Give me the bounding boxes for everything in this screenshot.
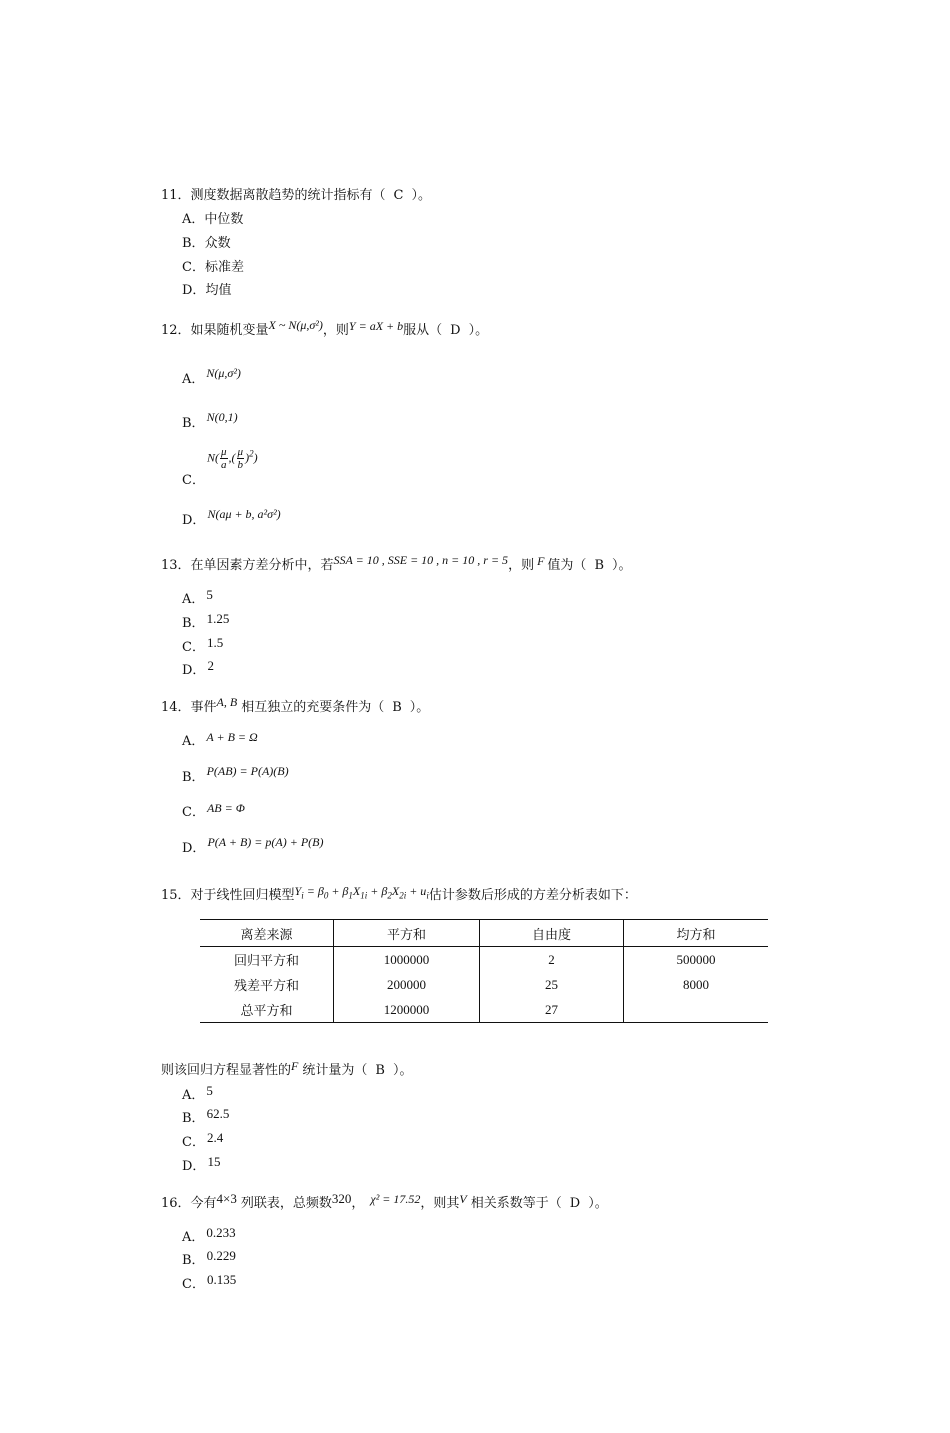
q15-close: ）。 [392, 1063, 413, 1078]
option-label: A． [182, 372, 205, 387]
table-header-row [200, 920, 768, 947]
table-row [200, 972, 768, 997]
q12-option-c-math: N( $\frac{\mu}{a}$ ,( $\frac{\mu}{b}$ )$^2$) [207, 446, 258, 471]
q13-option-a [182, 588, 211, 607]
table-cell: 残差平方和 [233, 978, 299, 993]
table-row [200, 947, 768, 973]
q14-stem-text: 14．事件 [161, 700, 217, 715]
question-11-stem [161, 184, 431, 203]
q16-part3: ， [351, 1196, 365, 1211]
question-14-stem [161, 696, 429, 715]
option-label: A． [182, 592, 205, 607]
q12-option-a [182, 368, 239, 387]
option-label: D． [182, 283, 206, 298]
q14-option-d [182, 835, 324, 856]
table-cell: 27 [480, 997, 624, 1023]
table-cell: 25 [480, 972, 624, 997]
table-row [200, 997, 768, 1023]
table-cell: 8000 [624, 972, 769, 997]
q16-stem-text: 16．今有 [161, 1196, 217, 1211]
option-math: P(AB) = P(A)(B) [206, 764, 289, 778]
option-value: 5 [206, 587, 213, 602]
option-label: A． [182, 1230, 205, 1245]
table-cell [624, 997, 769, 1023]
q16-table-size: 4×3 [216, 1191, 237, 1206]
option-math: N(μ,σ²) [206, 366, 241, 380]
option-label: B． [182, 416, 205, 431]
table-cell: 1000000 [334, 947, 480, 973]
q14-option-b [182, 766, 287, 785]
q13-answer: B [594, 558, 604, 573]
q16-option-b [182, 1249, 234, 1268]
option-label: C． [182, 473, 205, 488]
q12-close: ）。 [468, 323, 489, 338]
q13-tail: 值为（ [547, 558, 587, 573]
option-label: D． [182, 663, 206, 678]
q11-option-d [182, 279, 231, 298]
q13-close: ）。 [612, 558, 632, 573]
option-value: 5 [206, 1083, 213, 1098]
q11-stem-text: 11．测度数据离散趋势的统计指标有（ [161, 188, 386, 203]
q14-answer: B [392, 700, 402, 715]
q12-tail: 服从（ [403, 323, 443, 338]
option-label: A． [182, 734, 205, 749]
q15-stem-text: 15．对于线性回归模型 [161, 888, 295, 903]
q16-tail: 相关系数等于（ [470, 1196, 562, 1211]
option-label: B． [182, 1111, 205, 1126]
q12-condition: X ~ N(μ,σ²) [268, 318, 323, 332]
q15-option-b [182, 1106, 230, 1126]
option-value: 2 [207, 658, 214, 673]
table-header: 离差来源 [200, 920, 334, 947]
question-12-stem [161, 319, 488, 338]
option-value: 1.5 [206, 635, 224, 650]
q15-option-a [182, 1084, 211, 1103]
table-cell: 2 [480, 947, 624, 973]
q16-option-a [182, 1226, 234, 1245]
q11-option-c [182, 256, 244, 275]
table-cell: 500000 [624, 947, 769, 973]
option-value: 2.4 [206, 1130, 224, 1145]
q12-stem-text: 12．如果随机变量 [161, 323, 269, 338]
q11-option-b [182, 232, 231, 251]
q12-expression: Y = aX + b [348, 319, 404, 333]
q14-option-a [182, 730, 256, 749]
option-label: C． [182, 260, 205, 275]
option-math: A + B = Ω [206, 730, 258, 744]
option-label: C． [182, 1135, 205, 1150]
option-math: AB = Φ [206, 801, 245, 815]
fraction-mu-b: $\frac{\mu}{b}$ [237, 446, 244, 471]
q13-mid: ，则 [508, 558, 535, 573]
option-label: B． [182, 236, 205, 251]
option-label: B． [182, 616, 205, 631]
option-text: 均值 [205, 283, 232, 298]
option-label: C． [182, 640, 205, 655]
option-math: P(A + B) = p(A) + P(B) [207, 835, 324, 849]
option-value: 0.135 [206, 1272, 237, 1287]
option-math: N(aμ + b, a²σ²) [207, 507, 281, 521]
q12-mid: ，则 [322, 323, 349, 338]
q15-model: $Y_i = \beta_0 + \beta_1X_{1i} + \beta_2X_{2i} + u_i$ [294, 884, 429, 901]
option-text: 中位数 [204, 212, 244, 227]
option-label: D． [182, 841, 206, 856]
q13-var: F [537, 554, 545, 568]
q15-option-d [182, 1154, 221, 1174]
table-cell: 回归平方和 [233, 953, 299, 968]
q16-chi-square: χ² = 17.52 [370, 1192, 421, 1206]
option-label: B． [182, 1253, 205, 1268]
question-15-followup [161, 1059, 412, 1078]
q12-option-d [182, 509, 279, 528]
question-15-stem [161, 884, 637, 904]
option-label: B． [182, 770, 205, 785]
option-math: N(0,1) [206, 410, 238, 424]
option-label: C． [182, 1277, 205, 1292]
option-label: D． [182, 1159, 206, 1174]
q12-option-c [182, 469, 205, 488]
q16-option-c [182, 1272, 237, 1292]
table-cell: 1200000 [334, 997, 480, 1023]
q13-condition: SSA = 10 , SSE = 10 , n = 10 , r = 5 [333, 553, 509, 567]
option-label: C． [182, 805, 205, 820]
q15-answer: B [375, 1063, 385, 1078]
q14-option-c [182, 801, 243, 820]
q14-tail: 相互独立的充要条件为（ [241, 700, 385, 715]
q16-var: V [459, 1192, 467, 1206]
option-value: 15 [207, 1154, 221, 1169]
option-value: 62.5 [206, 1106, 230, 1121]
q15-tail: 估计参数后形成的方差分析表如下： [428, 888, 637, 903]
q16-close: ）。 [588, 1196, 608, 1211]
q11-option-a [182, 208, 243, 227]
table-cell: 总平方和 [200, 997, 334, 1023]
anova-table [200, 919, 768, 1023]
option-value: 1.25 [206, 611, 230, 626]
q15-followup-text: 则该回归方程显著性的 [161, 1063, 292, 1078]
question-16-stem [161, 1192, 608, 1211]
question-13-stem [161, 554, 632, 573]
option-label: A． [182, 212, 205, 227]
q13-option-b [182, 611, 230, 631]
q15-followup-tail: 统计量为（ [302, 1063, 368, 1078]
q16-part2: 列联表，总频数 [240, 1196, 332, 1211]
q13-option-c [182, 635, 224, 655]
option-text: 标准差 [204, 260, 244, 275]
fraction-mu-a: $\frac{\mu}{a}$ [221, 446, 227, 471]
q16-answer: D [569, 1196, 581, 1211]
q13-stem-text: 13．在单因素方差分析中，若 [161, 558, 334, 573]
q11-close: ）。 [411, 188, 432, 203]
q15-var: F [291, 1059, 299, 1073]
option-label: D． [182, 513, 206, 528]
q11-answer: C [393, 188, 404, 203]
option-value: 0.233 [206, 1225, 236, 1240]
q16-total: 320 [331, 1191, 352, 1206]
q13-option-d [182, 659, 212, 678]
option-value: 0.229 [206, 1248, 236, 1263]
q12-option-b [182, 412, 236, 431]
q14-close: ）。 [409, 700, 430, 715]
q15-option-c [182, 1130, 224, 1150]
q12-answer: D [450, 323, 461, 338]
option-text: 众数 [204, 236, 231, 251]
table-header: 均方和 [624, 920, 769, 947]
q16-part4: ，则其 [420, 1196, 460, 1211]
q14-var: A, B [216, 695, 238, 709]
table-cell: 200000 [334, 972, 480, 997]
option-label: A． [182, 1088, 205, 1103]
table-header: 自由度 [480, 920, 624, 947]
table-header: 平方和 [334, 920, 480, 947]
